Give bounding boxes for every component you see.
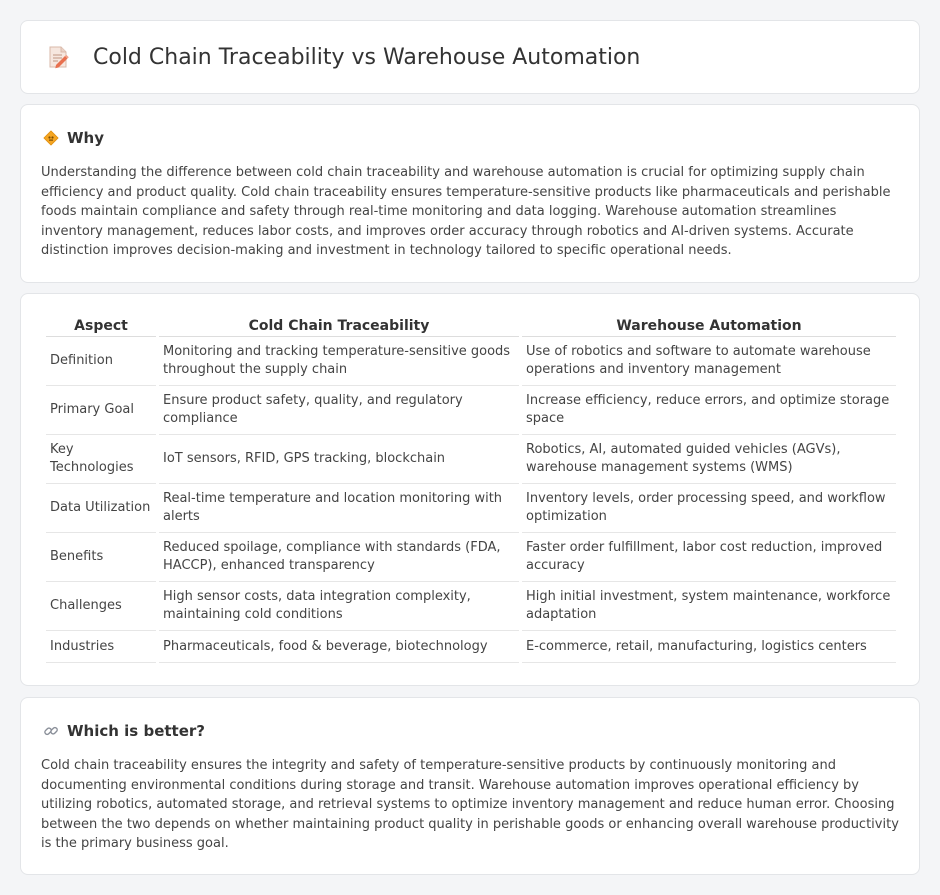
cold-chain-cell: Ensure product safety, quality, and regulatory compliance bbox=[159, 386, 519, 435]
cold-chain-cell: Reduced spoilage, compliance with standards (FDA, HACCP), enhanced transparency bbox=[159, 533, 519, 582]
header-warehouse: Warehouse Automation bbox=[522, 314, 896, 337]
aspect-cell: Primary Goal bbox=[46, 386, 156, 435]
table-row bbox=[46, 484, 896, 533]
table-row bbox=[46, 533, 896, 582]
warehouse-cell: Inventory levels, order processing speed, and workflow optimization bbox=[522, 484, 896, 533]
title-card bbox=[20, 20, 920, 94]
warehouse-cell: E-commerce, retail, manufacturing, logistics centers bbox=[522, 631, 896, 663]
cold-chain-cell: Monitoring and tracking temperature-sensitive goods throughout the supply chain bbox=[159, 337, 519, 386]
aspect-cell: Challenges bbox=[46, 582, 156, 631]
aspect-cell: Key Technologies bbox=[46, 435, 156, 484]
table-row bbox=[46, 631, 896, 663]
warehouse-cell: Robotics, AI, automated guided vehicles (AGVs), warehouse management systems (WMS) bbox=[522, 435, 896, 484]
table-row bbox=[46, 386, 896, 435]
which-is-better-section bbox=[20, 697, 920, 875]
table-row bbox=[46, 337, 896, 386]
better-text: Cold chain traceability ensures the integrity and safety of temperature-sensitive products by continuously monitoring and documenting environmental conditions during storage and transit. Warehouse automation improves operational efficiency by utilizing robotics, automated storage, and retrieval systems to optimize inventory management and reduce human error. Choosing between the two depends on whether maintaining product quality in perishable goods or enhancing overall warehouse productivity is the primary business goal. bbox=[41, 758, 899, 852]
why-section bbox=[20, 104, 920, 283]
aspect-cell: Data Utilization bbox=[46, 484, 156, 533]
warehouse-cell: High initial investment, system maintenance, workforce adaptation bbox=[522, 582, 896, 631]
cold-chain-cell: Pharmaceuticals, food & beverage, biotechnology bbox=[159, 631, 519, 663]
aspect-cell: Definition bbox=[46, 337, 156, 386]
aspect-cell: Industries bbox=[46, 631, 156, 663]
why-text: Understanding the difference between cold chain traceability and warehouse automation is crucial for optimizing supply chain efficiency and product quality. Cold chain traceability ensures temperature-sensitive products like pharmaceuticals and perishable foods maintain compliance and safety through real-time monitoring and data logging. Warehouse automation streamlines inventory management, reduces labor costs, and improves order accuracy through robotics and AI-driven systems. Accurate distinction improves decision-making and investment in technology tailored to specific operational needs. bbox=[41, 165, 891, 259]
table-row bbox=[46, 435, 896, 484]
header-cold-chain: Cold Chain Traceability bbox=[159, 314, 519, 337]
cold-chain-cell: IoT sensors, RFID, GPS tracking, blockchain bbox=[159, 435, 519, 484]
warehouse-cell: Increase efficiency, reduce errors, and optimize storage space bbox=[522, 386, 896, 435]
document-pencil-icon bbox=[45, 44, 71, 70]
comparison-table bbox=[43, 314, 899, 663]
warehouse-cell: Faster order fulfillment, labor cost reduction, improved accuracy bbox=[522, 533, 896, 582]
comparison-table-card bbox=[20, 293, 920, 686]
diamond-sign-icon bbox=[43, 130, 59, 146]
link-icon bbox=[43, 723, 59, 739]
aspect-cell: Benefits bbox=[46, 533, 156, 582]
warehouse-cell: Use of robotics and software to automate warehouse operations and inventory management bbox=[522, 337, 896, 386]
table-row bbox=[46, 582, 896, 631]
better-heading: Which is better? bbox=[67, 722, 205, 740]
cold-chain-cell: High sensor costs, data integration complexity, maintaining cold conditions bbox=[159, 582, 519, 631]
page-title: Cold Chain Traceability vs Warehouse Automation bbox=[93, 44, 641, 70]
why-heading: Why bbox=[67, 129, 105, 147]
header-aspect: Aspect bbox=[46, 314, 156, 337]
cold-chain-cell: Real-time temperature and location monitoring with alerts bbox=[159, 484, 519, 533]
